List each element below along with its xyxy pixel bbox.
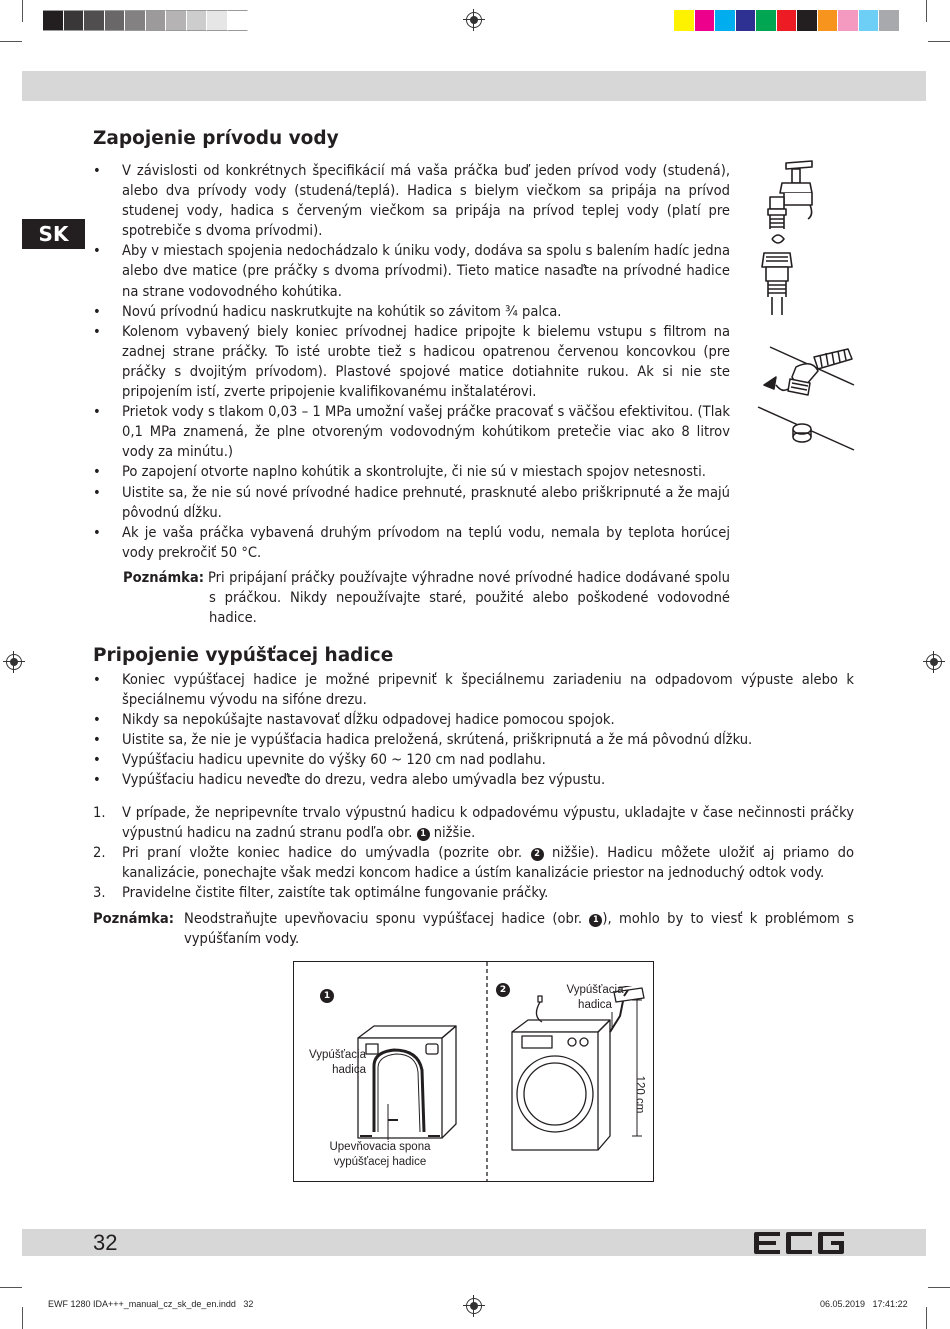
- note-text: Pri pripájaní práčky používajte výhradne nové prívodné hadice dodávané spolu s práčkou. Nikdy nepoužívajte staré, použité alebo poškodené vodovodné hadice.: [208, 569, 730, 627]
- crop-mark: [926, 0, 927, 22]
- bullet-icon: •: [93, 483, 101, 501]
- crop-mark: [0, 1287, 22, 1288]
- bullet-icon: •: [93, 671, 101, 688]
- list-item: • Vypúšťaciu hadicu upevnite do výšky 60 ~ 120 cm nad podlahu.: [93, 750, 854, 770]
- drain-hose-bullets: [93, 670, 854, 791]
- step-item: 1. V prípade, že nepripevníte trvalo výpustnú hadicu k odpadovému výpustu, ukladajte v čase nečinnosti práčky výpustnú hadicu na zadnú stranu podľa obr. 1 nižšie.: [93, 804, 854, 842]
- color-swatch: [818, 10, 839, 31]
- crop-mark: [22, 1307, 23, 1329]
- list-item: • Po zapojení otvorte naplno kohútik a skontrolujte, či nie sú v miestach spojov netesnosti.: [93, 462, 730, 482]
- water-supply-note: [123, 568, 730, 630]
- color-swatch: [797, 10, 818, 31]
- color-swatch: [228, 10, 249, 31]
- step-item: 2. Pri praní vložte koniec hadice do umývadla (pozrite obr. 2 nižšie). Hadicu môžete uložiť aj priamo do kanalizácie, ponechajte však medzi koncom hadice a ústím kanalizácie priestor na jednoduchý odtok vody.: [93, 844, 854, 882]
- process-color-bar: [674, 10, 900, 31]
- registration-mark-icon: [6, 654, 22, 670]
- list-item: • Uistite sa, že nie sú nové prívodné hadice prehnuté, prasknuté alebo priškripnuté a že majú pôvodnú dĺžku.: [93, 483, 730, 521]
- bullet-icon: •: [93, 523, 101, 541]
- clip-pointer: [354, 1102, 394, 1142]
- ecg-logo: [754, 1232, 844, 1254]
- color-swatch: [105, 10, 126, 31]
- step-item: 3. Pravidelne čistite filter, zaistíte tak optimálne fungovanie práčky.: [93, 884, 549, 902]
- section-title-drain-hose: Pripojenie vypúšťacej hadice: [93, 645, 394, 666]
- color-swatch: [879, 10, 900, 31]
- color-swatch: [166, 10, 187, 31]
- bullet-icon: •: [93, 751, 101, 769]
- color-swatch: [777, 10, 798, 31]
- crop-mark: [22, 0, 23, 22]
- hose-pointer: [604, 1012, 624, 1032]
- note-text: Neodstraňujte upevňovaciu sponu vypúšťacej hadice (obr. 1 ), mohlo by to viesť k problémom s vypúšťaním vody.: [184, 910, 855, 948]
- list-item: • Novú prívodnú hadicu naskrutkujte na kohútik so závitom ¾ palca.: [93, 302, 730, 322]
- label-drain-hose-right: Vypúšťacia hadica: [566, 984, 624, 1011]
- bullet-icon: •: [93, 242, 101, 260]
- gray-color-bar: [43, 10, 248, 31]
- bullet-icon: •: [93, 322, 101, 340]
- figure-ref-badge: 1: [589, 914, 602, 927]
- label-height: 120 cm: [633, 1075, 646, 1114]
- figure-divider: [485, 962, 489, 1181]
- registration-mark-icon: [466, 12, 482, 28]
- list-item: • Ak je vaša práčka vybavená druhým prívodom na teplú vodu, nemala by teplota horúcej vody prekročiť 50 °C.: [93, 523, 730, 561]
- color-swatch: [859, 10, 880, 31]
- header-band: [22, 71, 926, 101]
- water-supply-bullets: [93, 161, 730, 563]
- figure-panel-2-badge: 2: [496, 983, 510, 997]
- list-item: • Koniec vypúšťacej hadice je možné pripevniť k špeciálnemu zariadeniu na odpadovom výpuste alebo k špeciálnemu vývodu na sifóne drezu.: [93, 671, 854, 709]
- figure-ref-badge: 2: [531, 848, 544, 861]
- crop-mark: [926, 1307, 927, 1329]
- bullet-icon: •: [93, 731, 101, 749]
- drain-hose-figure: [293, 961, 654, 1182]
- color-swatch: [207, 10, 228, 31]
- color-swatch: [715, 10, 736, 31]
- note-label: Poznámka:: [123, 569, 205, 586]
- language-tab: SK: [22, 219, 85, 249]
- list-item: • V závislosti od konkrétnych špecifikácií má vaša práčka buď jeden prívod vody (studená), alebo dva prívody vody (studená/teplá). Hadica s bielym viečkom sa pripája na prívod studenej vody, hadica s červeným viečkom sa pripája na prívod teplej vody (platí pre spotrebiče s dvoma prívodmi).: [93, 162, 730, 240]
- color-swatch: [695, 10, 716, 31]
- color-swatch: [125, 10, 146, 31]
- color-swatch: [736, 10, 757, 31]
- drain-hose-steps: [93, 803, 854, 903]
- color-swatch: [43, 10, 64, 31]
- figure-ref-badge: 1: [417, 828, 430, 841]
- bullet-icon: •: [93, 302, 101, 320]
- section-title-water-supply: Zapojenie prívodu vody: [93, 128, 339, 149]
- note-label: Poznámka:: [93, 910, 175, 927]
- color-swatch: [146, 10, 167, 31]
- bullet-icon: •: [93, 463, 101, 481]
- color-swatch: [838, 10, 859, 31]
- label-fixing-clip: Upevňovacia spona vypúšťacej hadice: [329, 1141, 431, 1168]
- list-item: • Kolenom vybavený biely koniec prívodnej hadice pripojte k bielemu vstupu s filtrom na zadnej strane práčky. To isté urobte tiež s hadicou opatrenou červenou koncovkou (pre práčky s dvojitým prívodom). Plastové spojové matice dotiahnite rukou. Ak si nie ste pripojením istí, zverte pripojenie kvalifikovanému inštalatérovi.: [93, 322, 730, 401]
- inlet-connection-illustration: [756, 345, 856, 460]
- list-item: • Prietok vody s tlakom 0,03 – 1 MPa umožní vašej práčke pracovať s väčšou efektivitou. (Tlak 0,1 MPa znamená, že plne otvoreným vodovodným kohútikom pretečie viac ako 8 litrov vody za minútu.): [93, 403, 730, 461]
- crop-mark: [928, 1287, 950, 1288]
- bullet-icon: •: [93, 771, 101, 789]
- registration-mark-icon: [926, 654, 942, 670]
- crop-mark: [928, 41, 950, 42]
- crop-mark: [0, 41, 22, 42]
- color-swatch: [64, 10, 85, 31]
- label-drain-hose-left: Vypúšťacia hadica: [309, 1049, 366, 1076]
- bullet-icon: •: [93, 162, 101, 179]
- color-swatch: [674, 10, 695, 31]
- color-swatch: [84, 10, 105, 31]
- bullet-icon: •: [93, 403, 101, 421]
- page-number: 32: [93, 1230, 118, 1255]
- bullet-icon: •: [93, 711, 101, 729]
- drain-hose-note: [93, 909, 854, 951]
- file-name: EWF 1280 IDA+++_manual_cz_sk_de_en.indd 32: [48, 1299, 254, 1309]
- list-item: • Nikdy sa nepokúšajte nastavovať dĺžku odpadovej hadice pomocou spojok.: [93, 710, 854, 730]
- color-swatch: [187, 10, 208, 31]
- timestamp: 06.05.2019 17:41:22: [820, 1299, 908, 1309]
- faucet-illustration: [752, 157, 818, 317]
- registration-mark-icon: [466, 1298, 482, 1314]
- figure-panel-1-badge: 1: [320, 989, 334, 1003]
- list-item: • Aby v miestach spojenia nedochádzalo k úniku vody, dodáva sa spolu s balením hadíc jedna alebo dve matice (pre práčky s dvoma prívodmi). Tieto matice nasaďte na prívodné hadice na strane vodovodného kohútika.: [93, 242, 730, 300]
- color-swatch: [756, 10, 777, 31]
- list-item: • Vypúšťaciu hadicu neveďte do drezu, vedra alebo umývadla bez výpustu.: [93, 770, 854, 790]
- list-item: • Uistite sa, že nie je vypúšťacia hadica preložená, skrútená, priškripnutá a že má pôvodnú dĺžku.: [93, 730, 854, 750]
